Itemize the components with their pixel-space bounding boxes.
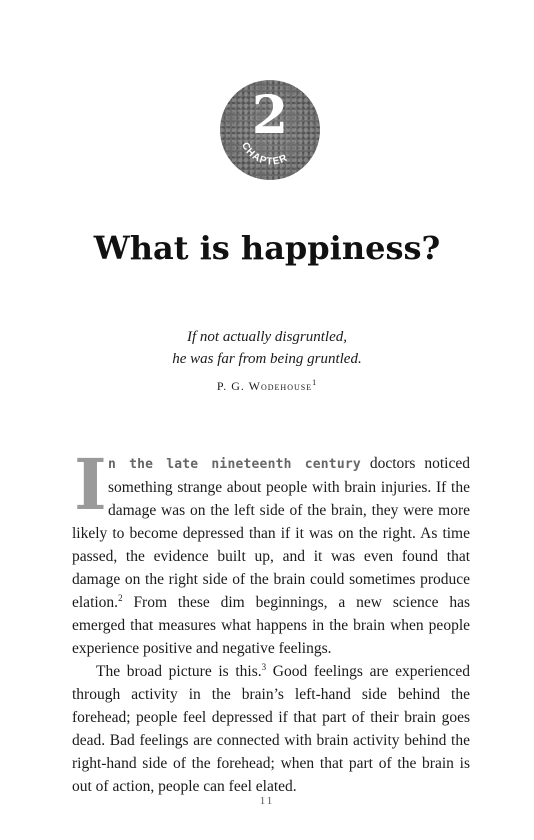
- paragraph-1-text-a: doctors noticed something strange about people with brain injuries. If the damage was on the left side of the brain, they were more likely to become depressed than if it was on the right. As time passed, the evidence built up, and it was even found that damage on the right side of the brain could sometimes produce elation.: [72, 455, 470, 611]
- paragraph-2: [72, 660, 470, 798]
- footnote-marker: 2: [118, 592, 123, 603]
- lead-in-text: n the late nineteenth century: [108, 457, 361, 472]
- epigraph-attribution: [0, 372, 534, 397]
- paragraph-1: [72, 443, 470, 660]
- paragraph-2-text-b: Good feelings are experienced through activity in the brain’s left-hand side behind the forehead; people feel depressed if that part of their brain goes dead. Bad feelings are connected with brain activity behind the right-hand side of the forehead; when that part of the brain is out of action, people can feel elated.: [72, 663, 471, 795]
- footnote-marker: 3: [261, 661, 267, 672]
- footnote-marker: 1: [312, 378, 318, 387]
- chapter-title: What is happiness?: [93, 229, 441, 267]
- page-number: 11: [259, 795, 275, 807]
- body-text: [72, 443, 471, 798]
- chapter-label-arc: [220, 80, 320, 180]
- epigraph-author: P. G. Wodehouse: [216, 379, 313, 393]
- epigraph: [0, 326, 534, 397]
- chapter-badge: [220, 80, 320, 180]
- epigraph-line-1: If not actually disgruntled,: [187, 329, 347, 345]
- drop-cap-letter: I: [74, 443, 107, 526]
- drop-cap: [74, 443, 107, 526]
- paragraph-2-text-a: The broad picture is this.: [96, 663, 262, 680]
- paragraph-1-text-b: From these dim beginnings, a new science has emerged that measures what happens in the brain when people experience positive and negative feelings.: [72, 594, 470, 657]
- epigraph-line-2: he was far from being gruntled.: [172, 351, 362, 367]
- chapter-number: 2: [251, 85, 289, 146]
- chapter-label: CHAPTER: [239, 140, 290, 168]
